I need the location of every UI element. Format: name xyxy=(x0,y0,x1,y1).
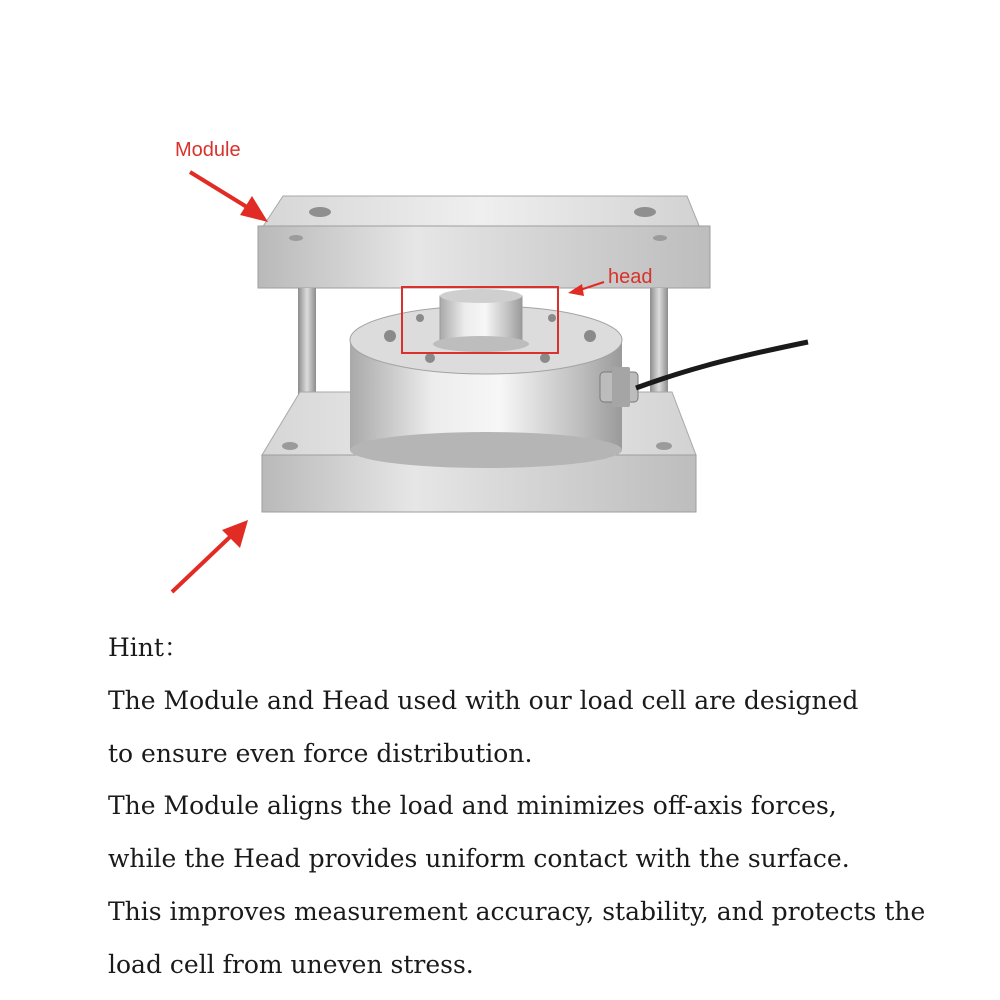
module-arrow-head xyxy=(240,196,268,222)
hint-line: The Module aligns the load and minimizes off-axis forces, xyxy=(108,791,837,821)
mounting-hole xyxy=(282,442,298,450)
load-cell-bottom-edge xyxy=(350,432,622,468)
mounting-hole xyxy=(309,207,331,217)
bolt-hole xyxy=(384,330,396,342)
bolt-hole xyxy=(425,353,435,363)
bolt-hole xyxy=(416,314,424,322)
mounting-hole xyxy=(634,207,656,217)
module-arrow-line xyxy=(190,172,255,212)
bolt-hole xyxy=(540,353,550,363)
hint-line: to ensure even force distribution. xyxy=(108,738,533,768)
module-label: Module xyxy=(175,139,241,161)
hint-line: while the Head provides uniform contact with the surface. xyxy=(108,844,850,874)
cable-gland-nut xyxy=(612,367,630,407)
bolt-hole xyxy=(584,330,596,342)
base-arrow-line xyxy=(172,535,232,592)
mounting-hole xyxy=(653,235,667,241)
base-arrow-head xyxy=(222,520,248,548)
hint-line: This improves measurement accuracy, stability, and protects the xyxy=(108,896,926,926)
mounting-hole xyxy=(656,442,672,450)
head-label: head xyxy=(608,266,653,288)
hint-line: load cell from uneven stress. xyxy=(108,949,474,979)
bolt-hole xyxy=(548,314,556,322)
load-head-base xyxy=(433,336,529,352)
hint-line: The Module and Head used with our load cell are designed xyxy=(108,685,859,715)
hint-text-block xyxy=(108,622,925,992)
hint-title: Hint： xyxy=(108,633,189,662)
load-head-top xyxy=(440,289,522,303)
mounting-hole xyxy=(289,235,303,241)
